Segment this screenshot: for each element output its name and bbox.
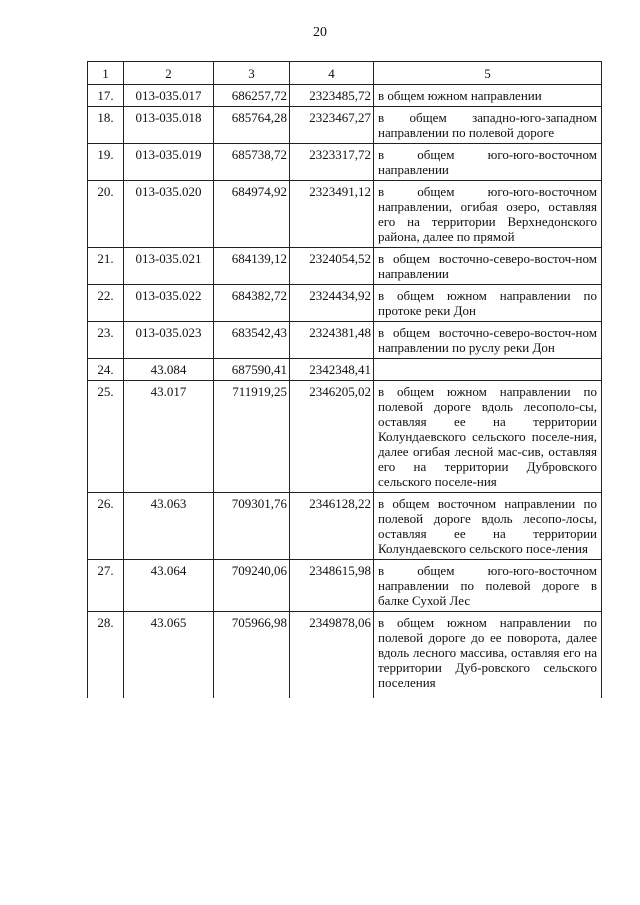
cell-num: 26. xyxy=(88,493,124,560)
cell-num: 19. xyxy=(88,144,124,181)
column-header-2: 2 xyxy=(124,62,214,85)
table-row xyxy=(88,493,602,560)
cell-desc xyxy=(374,359,602,381)
page-number: 20 xyxy=(313,25,327,40)
cell-desc: в общем южном направлении по полевой дороге вдоль лесополо-сы, оставляя ее на территории Колундаевского сельского поселе-ния, далее огибая лесной мас-сив, оставляя его на территории Дубровского сельского поселе-ния xyxy=(374,381,602,493)
cell-y: 2349878,06 xyxy=(290,612,374,699)
cell-code: 013-035.017 xyxy=(124,85,214,107)
cell-x: 686257,72 xyxy=(214,85,290,107)
cell-y: 2324054,52 xyxy=(290,248,374,285)
column-header-5: 5 xyxy=(374,62,602,85)
cell-code: 013-035.019 xyxy=(124,144,214,181)
table-row xyxy=(88,560,602,612)
cell-desc: в общем юго-юго-восточном направлении по полевой дороге в балке Сухой Лес xyxy=(374,560,602,612)
table-row xyxy=(88,248,602,285)
cell-x: 685764,28 xyxy=(214,107,290,144)
cell-y: 2323485,72 xyxy=(290,85,374,107)
cell-y: 2342348,41 xyxy=(290,359,374,381)
cell-num: 23. xyxy=(88,322,124,359)
table-body xyxy=(88,62,602,699)
boundary-points-table xyxy=(87,61,602,698)
cell-code: 013-035.020 xyxy=(124,181,214,248)
cell-y: 2323467,27 xyxy=(290,107,374,144)
cell-y: 2324381,48 xyxy=(290,322,374,359)
cell-y: 2346205,02 xyxy=(290,381,374,493)
cell-y: 2323317,72 xyxy=(290,144,374,181)
cell-y: 2324434,92 xyxy=(290,285,374,322)
cell-desc: в общем южном направлении xyxy=(374,85,602,107)
column-header-4: 4 xyxy=(290,62,374,85)
cell-x: 684974,92 xyxy=(214,181,290,248)
cell-x: 685738,72 xyxy=(214,144,290,181)
column-header-3: 3 xyxy=(214,62,290,85)
cell-code: 013-035.022 xyxy=(124,285,214,322)
cell-desc: в общем восточно-северо-восточ-ном направлении по руслу реки Дон xyxy=(374,322,602,359)
cell-x: 711919,25 xyxy=(214,381,290,493)
cell-desc: в общем восточно-северо-восточ-ном направлении xyxy=(374,248,602,285)
cell-code: 013-035.023 xyxy=(124,322,214,359)
cell-desc: в общем южном направлении по протоке реки Дон xyxy=(374,285,602,322)
cell-num: 25. xyxy=(88,381,124,493)
cell-x: 683542,43 xyxy=(214,322,290,359)
cell-x: 705966,98 xyxy=(214,612,290,699)
table-row xyxy=(88,107,602,144)
table-row xyxy=(88,285,602,322)
table-header-row xyxy=(88,62,602,85)
cell-y: 2348615,98 xyxy=(290,560,374,612)
cell-num: 24. xyxy=(88,359,124,381)
table-row xyxy=(88,322,602,359)
table-row xyxy=(88,85,602,107)
cell-desc: в общем южном направлении по полевой дороге до ее поворота, далее вдоль лесного массива, оставляя его на территории Дуб-ровского сельского поселения xyxy=(374,612,602,699)
cell-code: 43.065 xyxy=(124,612,214,699)
column-header-1: 1 xyxy=(88,62,124,85)
cell-code: 43.064 xyxy=(124,560,214,612)
table-row xyxy=(88,612,602,699)
cell-x: 684382,72 xyxy=(214,285,290,322)
table-row xyxy=(88,359,602,381)
cell-x: 709240,06 xyxy=(214,560,290,612)
cell-code: 43.063 xyxy=(124,493,214,560)
cell-y: 2323491,12 xyxy=(290,181,374,248)
cell-desc: в общем восточном направлении по полевой дороге вдоль лесопо-лосы, оставляя ее на территории Колундаевского сельского посе-ления xyxy=(374,493,602,560)
cell-desc: в общем юго-юго-восточном направлении xyxy=(374,144,602,181)
cell-num: 28. xyxy=(88,612,124,699)
table-row xyxy=(88,381,602,493)
cell-desc: в общем юго-юго-восточном направлении, огибая озеро, оставляя его на территории Верхнедонского района, далее по прямой xyxy=(374,181,602,248)
table-row xyxy=(88,144,602,181)
cell-code: 43.017 xyxy=(124,381,214,493)
cell-num: 21. xyxy=(88,248,124,285)
cell-code: 43.084 xyxy=(124,359,214,381)
cell-num: 22. xyxy=(88,285,124,322)
cell-num: 20. xyxy=(88,181,124,248)
cell-num: 27. xyxy=(88,560,124,612)
cell-x: 687590,41 xyxy=(214,359,290,381)
cell-desc: в общем западно-юго-западном направлении по полевой дороге xyxy=(374,107,602,144)
cell-num: 18. xyxy=(88,107,124,144)
cell-num: 17. xyxy=(88,85,124,107)
cell-y: 2346128,22 xyxy=(290,493,374,560)
cell-code: 013-035.021 xyxy=(124,248,214,285)
cell-code: 013-035.018 xyxy=(124,107,214,144)
table-row xyxy=(88,181,602,248)
cell-x: 684139,12 xyxy=(214,248,290,285)
cell-x: 709301,76 xyxy=(214,493,290,560)
